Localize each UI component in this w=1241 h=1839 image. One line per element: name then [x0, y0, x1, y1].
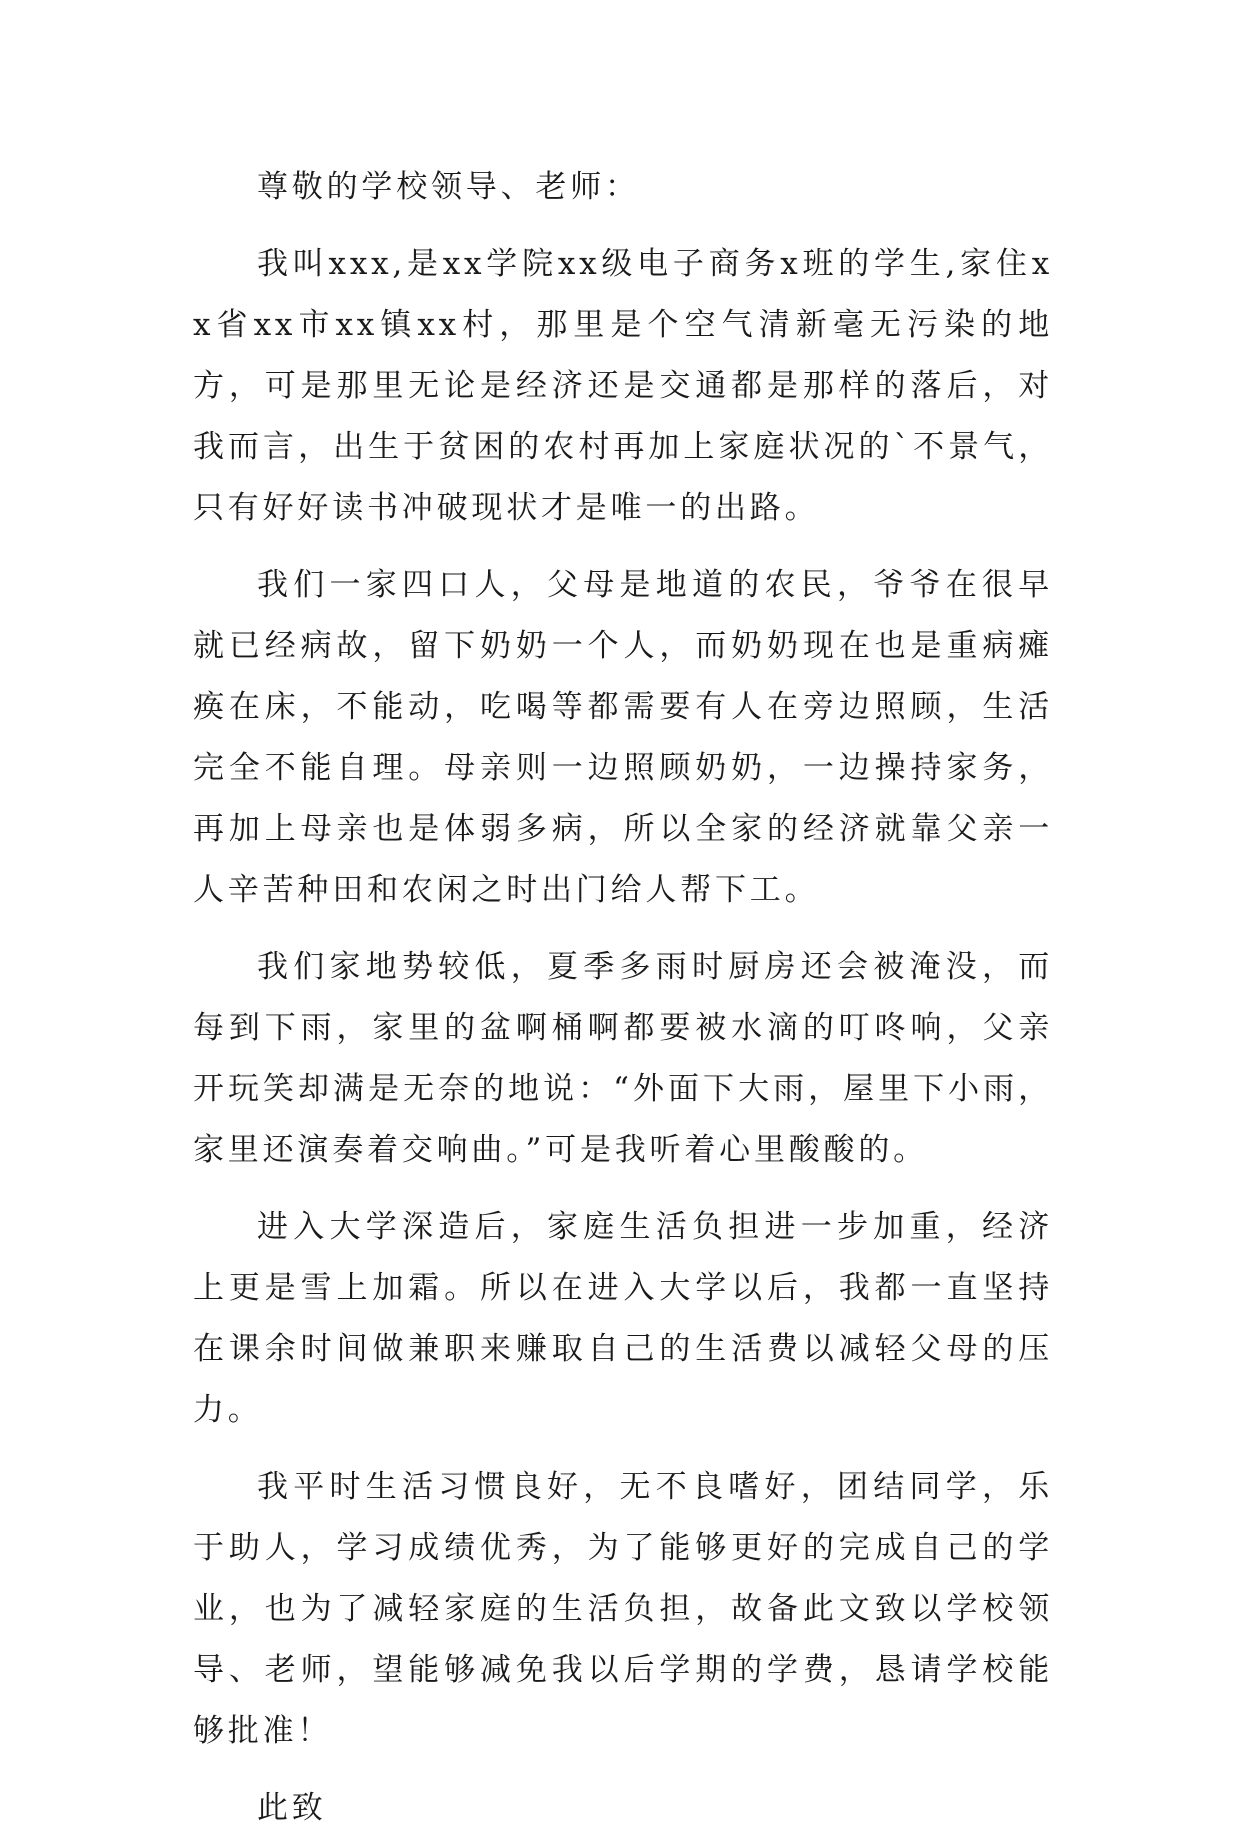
- paragraph-house: 我们家地势较低，夏季多雨时厨房还会被淹没，而每到下雨，家里的盆啊桶啊都要被水滴的叮咚响，父亲开玩笑却满是无奈的地说：“外面下大雨，屋里下小雨，家里还演奏着交响曲。”可是我听着心里酸酸的。: [193, 949, 1053, 1168]
- salutation: 尊敬的学校领导、老师：: [257, 169, 640, 205]
- closing: 此致: [257, 1790, 327, 1826]
- document-page: [193, 157, 1053, 1839]
- paragraph-university: 进入大学深造后，家庭生活负担进一步加重，经济上更是雪上加霜。所以在进入大学以后，我都一直坚持在课余时间做兼职来赚取自己的生活费以减轻父母的压力。: [193, 1209, 1053, 1428]
- paragraph-request: 我平时生活习惯良好，无不良嗜好，团结同学，乐于助人，学习成绩优秀，为了能够更好的完成自己的学业，也为了减轻家庭的生活负担，故备此文致以学校领导、老师，望能够减免我以后学期的学费，恳请学校能够批准！: [193, 1469, 1053, 1749]
- paragraph-background: 我叫xxx,是xx学院xx级电子商务x班的学生,家住xx省xx市xx镇xx村，那里是个空气清新毫无污染的地方，可是那里无论是经济还是交通都是那样的落后，对我而言，出生于贫困的农村再加上家庭状况的`不景气，只有好好读书冲破现状才是唯一的出路。: [193, 246, 1053, 526]
- paragraph-family: 我们一家四口人，父母是地道的农民，爷爷在很早就已经病故，留下奶奶一个人，而奶奶现在也是重病瘫痪在床，不能动，吃喝等都需要有人在旁边照顾，生活完全不能自理。母亲则一边照顾奶奶，一边操持家务，再加上母亲也是体弱多病，所以全家的经济就靠父亲一人辛苦种田和农闲之时出门给人帮下工。: [193, 567, 1053, 908]
